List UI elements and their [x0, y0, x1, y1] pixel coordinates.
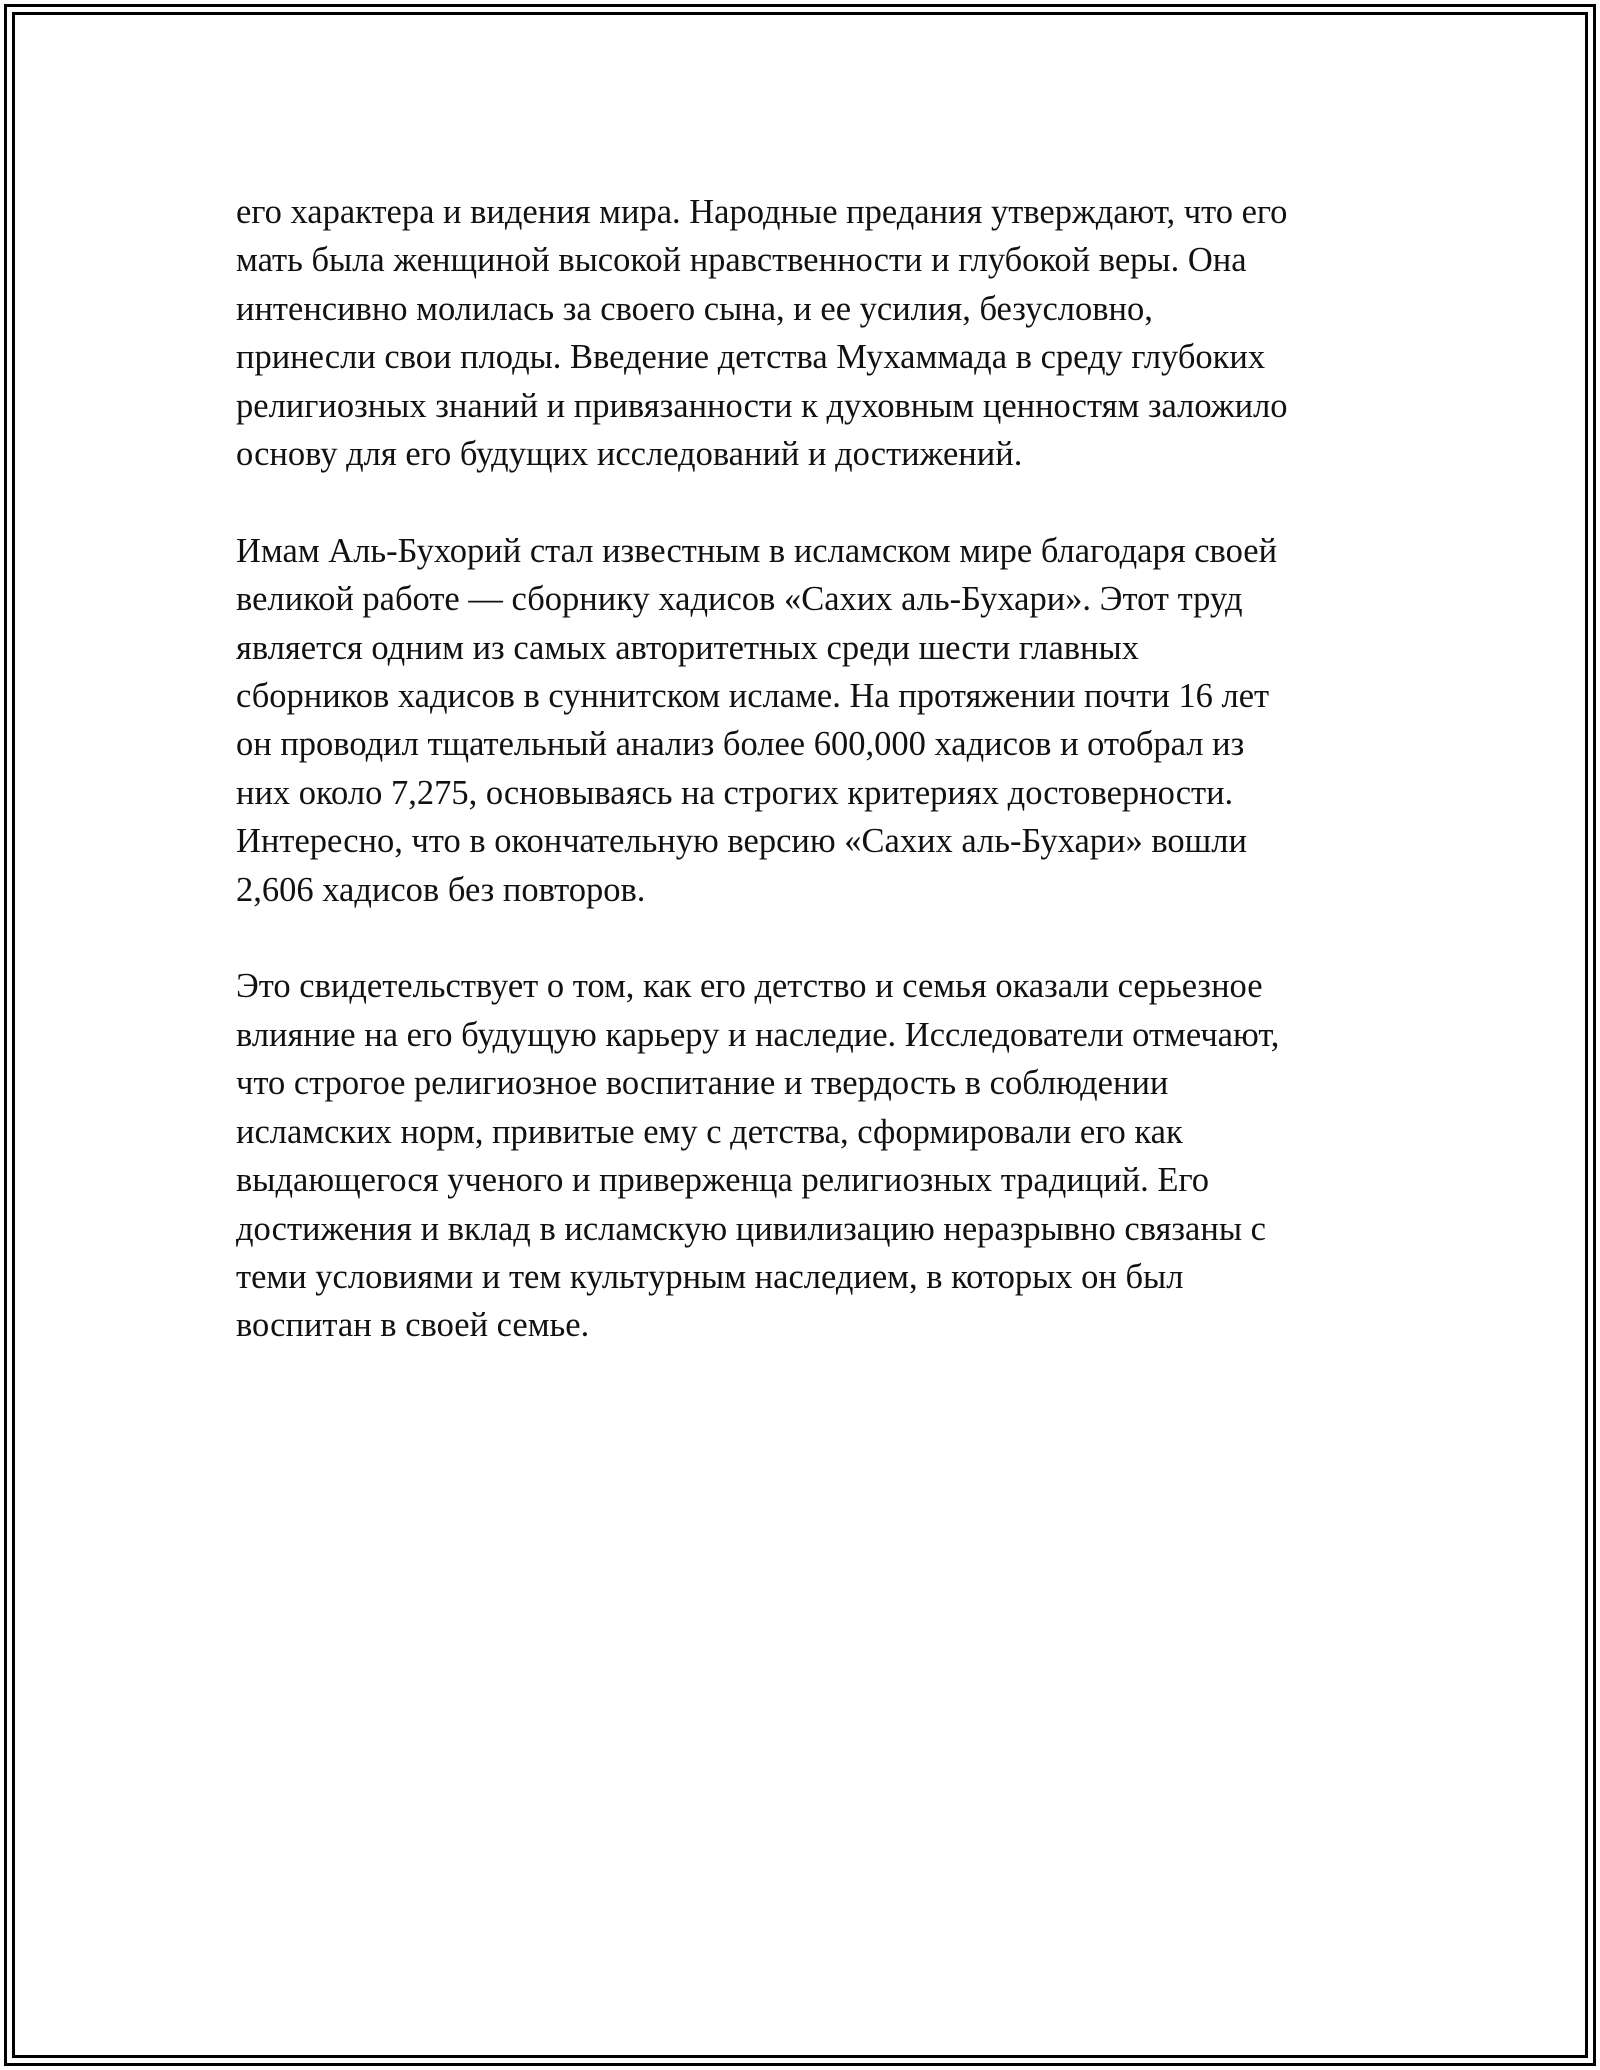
text-line: Интересно, что в окончательную версию «Сахих аль-Бухари» вошли	[236, 822, 1247, 861]
text-line: религиозных знаний и привязанности к духовным ценностям заложило	[236, 386, 1288, 425]
text-line: них около 7,275, основываясь на строгих критериях достоверности.	[236, 773, 1234, 812]
text-line: великой работе — сборнику хадисов «Сахих аль-Бухари». Этот труд	[236, 580, 1243, 619]
text-line: сборников хадисов в суннитском исламе. На протяжении почти 16 лет	[236, 677, 1270, 716]
text-line: 2,606 хадисов без повторов.	[236, 870, 646, 909]
text-line: теми условиями и тем культурным наследием, в которых он был	[236, 1257, 1184, 1296]
text-line: основу для его будущих исследований и достижений.	[236, 435, 1023, 474]
text-line: Это свидетельствует о том, как его детство и семья оказали серьезное	[236, 967, 1263, 1006]
text-line: воспитан в своей семье.	[236, 1306, 590, 1345]
text-line: что строгое религиозное воспитание и твердость в соблюдении	[236, 1064, 1169, 1103]
text-line: достижения и вклад в исламскую цивилизацию неразрывно связаны с	[236, 1209, 1266, 1248]
paragraph-childhood	[236, 188, 1386, 478]
text-line: выдающегося ученого и приверженца религиозных традиций. Его	[236, 1161, 1210, 1200]
paragraph-legacy	[236, 962, 1386, 1349]
text-line: исламских норм, привитые ему с детства, сформировали его как	[236, 1112, 1183, 1151]
text-line: его характера и видения мира. Народные предания утверждают, что его	[236, 193, 1288, 231]
text-line: принесли свои плоды. Введение детства Мухаммада в среду глубоких	[236, 338, 1266, 377]
document-body	[236, 188, 1386, 1398]
text-line: мать была женщиной высокой нравственности и глубокой веры. Она	[236, 241, 1247, 280]
text-line: влияние на его будущую карьеру и наследие. Исследователи отмечают,	[236, 1015, 1280, 1054]
text-line: интенсивно молилась за своего сына, и ее усилия, безусловно,	[236, 289, 1153, 328]
text-line: он проводил тщательный анализ более 600,000 хадисов и отобрал из	[236, 725, 1245, 764]
text-line: Имам Аль-Бухорий стал известным в исламском мире благодаря своей	[236, 531, 1278, 570]
text-line: является одним из самых авторитетных среди шести главных	[236, 628, 1139, 667]
paragraph-sahih	[236, 527, 1386, 914]
